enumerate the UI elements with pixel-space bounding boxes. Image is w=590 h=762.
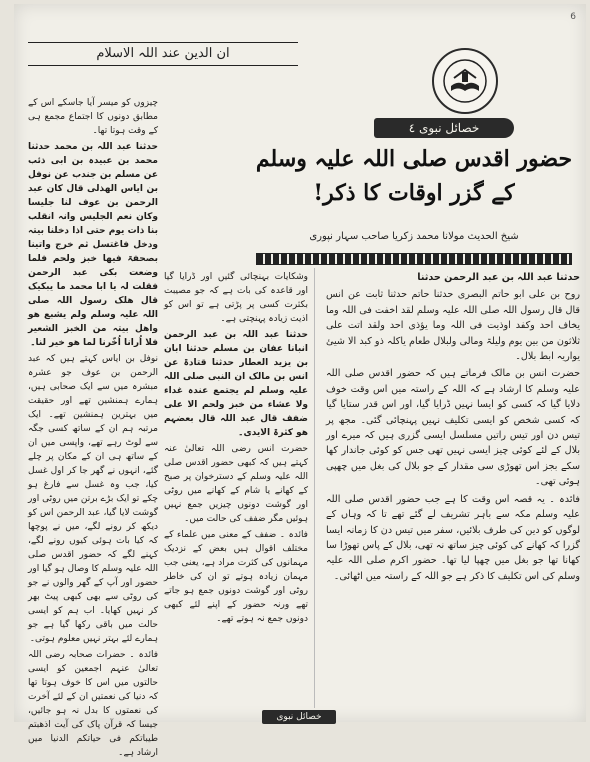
center-column xyxy=(164,270,308,628)
right-paragraph: حدثنا عبد اللہ بن عبد الرحمن حدثنا xyxy=(417,272,580,283)
page xyxy=(14,4,586,758)
center-paragraph: وشکایات بہنچائی گئیں اور ڈرایا گیا اور قاعدہ کی بات ہے کہ جو مصیبت بکثرت کسی پر پڑتی ہے تو اس کو اذیت زیادہ پہنچتی ہے۔ xyxy=(164,272,308,324)
title-line-1: حضور اقدس صلی اللہ علیہ وسلم xyxy=(255,146,573,172)
right-paragraph: حضرت انس بن مالک فرماتے ہیں کہ حضور اقدس صلی اللہ علیہ وسلم کا ارشاد ہے کہ اللہ کے راستہ میں اس وقت خوف دلایا گیا کہ کسی کو ایسا نہیں ڈرایا گیا، اور اس قدر ستایا گیا کہ کسی شخص کو ایسی تکلیف نہیں پہنچائی گئی۔ مجھ پر تیس دن اور تیس راتیں مسلسل ایسی گزری ہیں کہ میرے اور بلال کے لئے کوئی چیز ایسی نہیں تھی جس کو کوئی جاندار کھا سکے بجز اس تھوڑی سی مقدار کے جو بلال کی بغل میں چھپی ہوئی تھی۔ xyxy=(326,368,580,488)
title-line-2: کے گزر اوقات کا ذکر! xyxy=(313,180,515,206)
section-banner: خصائل نبوی ٤ xyxy=(374,118,514,138)
center-paragraph: حضرت انس رضی اللہ تعالیٰ عنہ کہتے ہیں کہ کبھی حضور اقدس صلی اللہ علیہ وسلم کے دسترخوان پر صبح کے کھانے یا شام کے کھانے میں روٹی اور گوشت دونوں چیزیں جمع نہیں ہوئیں مگر ضفف کی حالت میں۔ xyxy=(164,444,308,524)
author-byline: شیخ الحدیث مولانا محمد زکریا صاحب سہار نپوری xyxy=(309,231,519,242)
left-paragraph: چیزوں کو میسر آیا جاسکے اس کے مطابق دونوں کا اجتماع مجمع ہی کے وقت ہوتا تھا۔ xyxy=(28,98,158,136)
motto-header: ان الدین عند اللہ الاسلام xyxy=(28,42,298,66)
right-paragraph: فائدہ ۔ یہ قصہ اس وقت کا ہے جب حضور اقدس صلی اللہ علیہ وسلم مکہ سے باہر تشریف لے گئے تھے تا کہ وہاں کے لوگوں کو دین کی طرف بلائیں، سفر میں تیس دن کا زمانہ ایسا گزرا کہ کھانے کی کوئی چیز ساتھ نہ تھی، بلال کے پاس تھوڑا سا کھانا تھا جو بغل میں چھپا لیا تھا۔ حضور اکرم صلی اللہ علیہ وسلم کی اس تکلیف کا ذکر ہے جو اللہ کے راستہ میں اٹھائی۔ xyxy=(326,493,580,582)
decorative-chain-divider xyxy=(256,253,572,265)
center-paragraph: حدثنا عبد اللہ بن عبد الرحمن انبانا عفان بن مسلم حدثنا ابان بن یزید العطار حدثنا قتادۃ عن انس بن مالک ان النبی صلی اللہ علیہ وسلم لم یجتمع عندہ غداء ولا عشاء من خبز ولحم الا علی ضفف قال عبد اللہ قال بعضہم ھو کثرۃ الایدی۔ xyxy=(164,330,308,438)
footer-badge: خصائل نبوی xyxy=(262,710,336,724)
center-paragraph: فائدہ ۔ ضفف کے معنی میں علماء کے مختلف اقوال ہیں بعض کے نزدیک مہمانوں کی کثرت مراد ہے، یعنی جب مہمان زیادہ ہوتے تو ان کی خاطر روٹی اور گوشت دونوں جمع ہو جاتے تھے ورنہ حضور کے اپنے لئے کبھی دونوں جمع نہ ہوتے تھے۔ xyxy=(164,530,308,624)
left-paragraph: فائدہ ۔ حضرات صحابہ رضی اللہ تعالیٰ عنہم اجمعین کو ایسی حالتوں میں اس کا خوف ہوتا تھا کہ دنیا کی نعمتیں ان کے لئے آخرت کی نعمتوں کا بدل نہ ہو جائیں، جیسا کہ قرآن پاک کی آیت اذھبتم طیباتکم فی حیاتکم الدنیا میں ارشاد ہے۔ xyxy=(28,650,158,758)
right-column xyxy=(326,270,580,586)
left-paragraph: نوفل بن ایاس کہتے ہیں کہ عبد الرحمن بن عوف جو عشرہ مبشرہ میں سے ایک صحابی ہیں، ہمارے ہمنشین تھے اور حقیقت میں بہترین ہمنشین تھے۔ ایک مرتبہ ہم ان کے ساتھ کسی جگہ سے لوٹ رہے تھے، واپسی میں ان کے ساتھ ہی ان کے مکان پر چلے گئے، انہوں نے گھر جا کر اول غسل کیا، جب وہ غسل سے فارغ ہو چکے تو ایک بڑے برتن میں روٹی اور گوشت لایا گیا، عبد الرحمن اس کو دیکھ کر رونے لگے، میں نے پوچھا کہ کیا بات ہوئی کیوں رونے لگے، کہنے لگے کہ حضور اقدس صلی اللہ علیہ وسلم کا وصال ہو گیا اور حضور اور آپ کے گھر والوں نے جو کی روٹی سے بھی کبھی پیٹ بھر کر نہیں کھایا۔ اب ہم کو ایسی حالت میں باقی رکھا گیا ہے جو ہمارے لئے بہتر نہیں معلوم ہوتی۔ xyxy=(28,354,158,644)
left-paragraph: حدثنا عبد اللہ بن محمد حدثنا محمد بن عبیدہ بن ابی ذئب عن مسلم بن جندب عن نوفل بن ایاس الھذلی قال کان عبد الرحمن بن عوف لنا جلیسا وکان نعم الجلیس وانہ انقلب بنا ذات یوم حتی اذا دخلنا بیتہ ودخل فاغتسل ثم خرج واتینا بصحفۃ فیھا خبز ولحم فلما وضعت بکی عبد الرحمن فقلت لہ یا ابا محمد ما یبکیک قال ھلک رسول اللہ صلی اللہ علیہ وسلم ولم یشبع ھو واھل بیتہ من الخبز الشعیر فلا اُرانا اُخّرنا لما ھو خیر لنا۔ xyxy=(28,142,158,348)
right-paragraph: روح بن علی ابو حاتم البصری حدثنا حاتم حدثنا ثابت عن انس قال قال رسول اللہ صلی اللہ علیہ وسلم لقد اخفت فی اللہ وما یخاف احد وکفد اوذیت فی اللہ وما یؤذی احد ولقد اتت علی ثلاثون من بین یوم ولیلۃ ومالی ولبلال طعام یاکلہ ذو کبد الا شیئ یواریہ ابط بلال۔ xyxy=(326,289,580,363)
column-divider xyxy=(314,268,315,708)
quran-emblem-icon xyxy=(432,48,498,114)
open-book-icon xyxy=(442,58,488,104)
left-column xyxy=(28,96,158,762)
page-number: 6 xyxy=(570,12,576,22)
article-title xyxy=(254,142,574,210)
